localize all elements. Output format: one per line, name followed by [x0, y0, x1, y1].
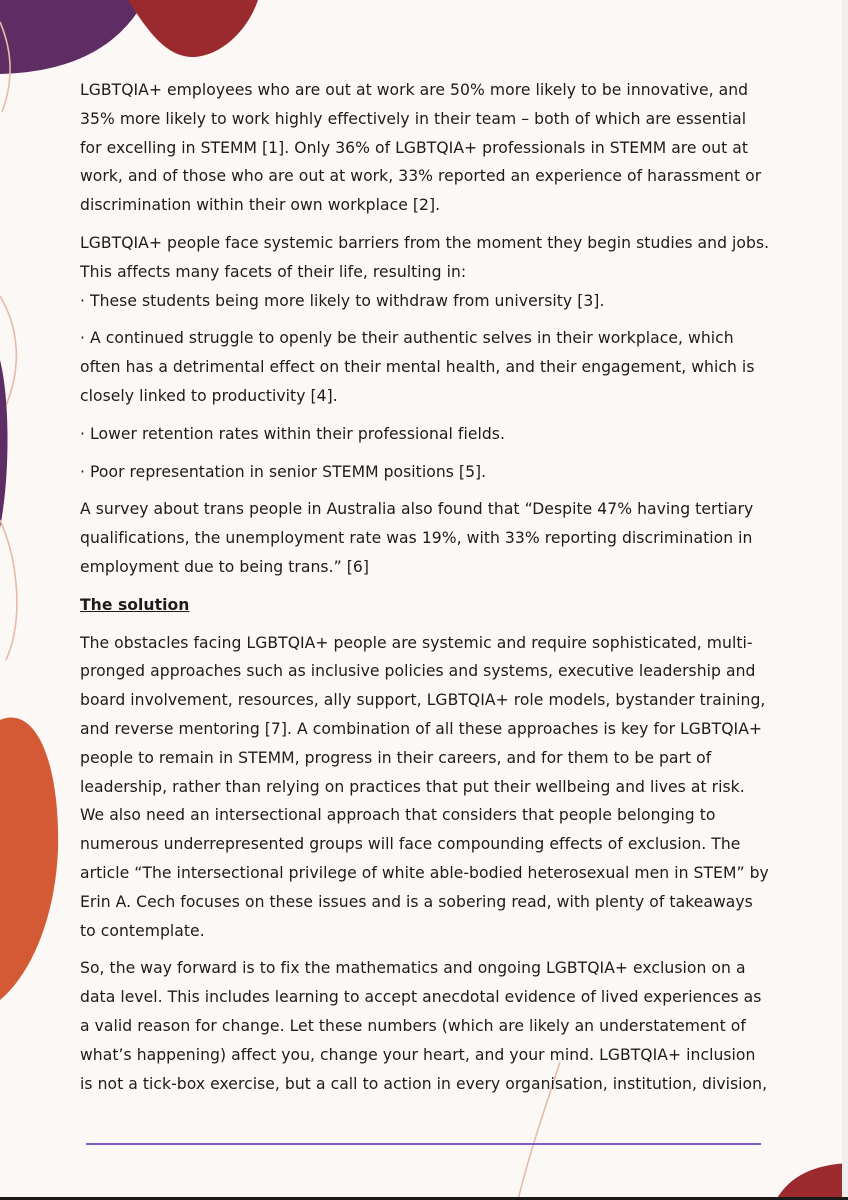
bullet-retention: · Lower retention rates within their professional fields.	[80, 424, 505, 443]
orange-blob-left	[0, 718, 58, 1000]
crimson-blob-bottom	[776, 1163, 848, 1200]
paragraph-intro: LGBTQIA+ employees who are out at work are 50% more likely to be innovative, and 35% more likely to work highly effectively in their team – both of which are essential for excelling in STEMM [1]. Only 36% of LGBTQIA+ professionals in STEMM are out at work, and of those who are out at work, 33% reported an experience of harassment or discrimination within their own workplace [2].	[80, 81, 762, 215]
paragraph-solution: The obstacles facing LGBTQIA+ people are systemic and require sophisticated, multi-pronged approaches such as inclusive policies and systems, executive leadership and board involvement, resources, ally support, LGBTQIA+ role models, bystander training, and reverse mentoring [7]. A combination of all these approaches is key for LGBTQIA+ people to remain in STEMM, progress in their careers, and for them to be part of leadership, rather than relying on practices that put their wellbeing and lives at risk. We also need an intersectional approach that considers that people belonging to numerous underrepresented groups will face compounding effects of exclusion. The article “The intersectional privilege of white able-bodied heterosexual men in STEM” by Erin A. Cech focuses on these issues and is a sobering read, with plenty of takeaways to contemplate.	[80, 633, 769, 940]
paragraph-barriers: LGBTQIA+ people face systemic barriers from the moment they begin studies and jobs. This affects many facets of their life, resulting in:	[80, 233, 770, 281]
peach-arc-top	[0, 22, 10, 112]
peach-arc-mid	[0, 296, 16, 410]
footer-divider	[86, 1143, 761, 1145]
purple-blob-top	[0, 0, 145, 74]
bullet-representation: · Poor representation in senior STEMM positions [5].	[80, 462, 487, 481]
peach-arc-lower	[0, 520, 17, 660]
paragraph-trans-survey: A survey about trans people in Australia also found that “Despite 47% having tertiary qualifications, the unemployment rate was 19%, with 33% reporting discrimination in employment due to being trans.” [6]	[80, 500, 754, 576]
paragraph-way-forward: So, the way forward is to fix the mathematics and ongoing LGBTQIA+ exclusion on a data level. This includes learning to accept anecdotal evidence of lived experiences as a valid reason for change. Let these numbers (which are likely an understatement of what’s happening) affect you, change your heart, and your mind. LGBTQIA+ inclusion is not a tick-box exercise, but a call to action in every organisation, institution, division,	[80, 959, 768, 1093]
purple-blob-left	[0, 360, 8, 528]
section-heading-solution: The solution	[80, 595, 190, 614]
crimson-blob-top	[128, 0, 258, 57]
bullet-authentic-selves: · A continued struggle to openly be their authentic selves in their workplace, which often has a detrimental effect on their mental health, and their engagement, which is closely linked to productivity [4].	[80, 329, 755, 405]
bullet-withdraw: · These students being more likely to withdraw from university [3].	[80, 291, 605, 310]
article-body	[80, 76, 770, 1107]
page-right-edge	[842, 0, 848, 1200]
